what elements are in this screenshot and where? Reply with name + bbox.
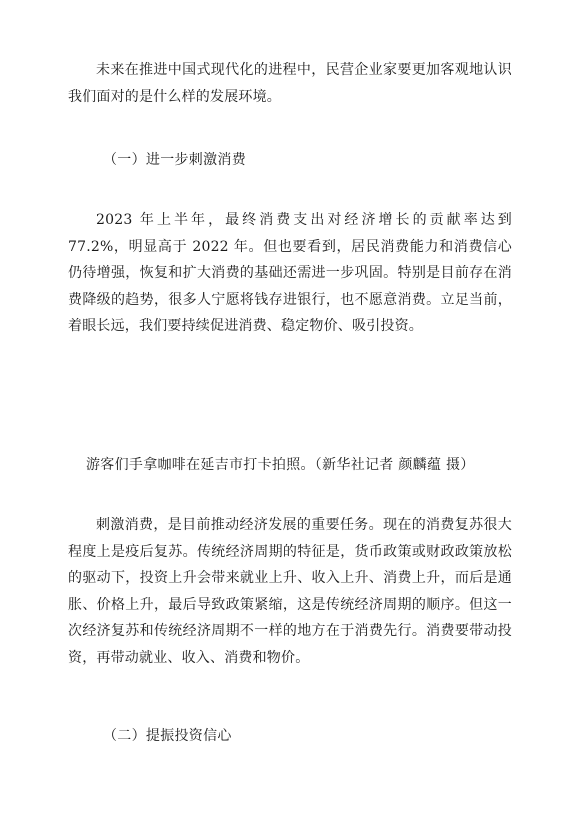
intro-paragraph: 未来在推进中国式现代化的进程中，民营企业家要更加客观地认识我们面对的是什么样的发展环境。 bbox=[68, 62, 512, 105]
photo-caption: 游客们手拿咖啡在延吉市打卡拍照。（新华社记者 颜麟蕴 摄） bbox=[86, 457, 475, 473]
stimulus-paragraph: 刺激消费，是目前推动经济发展的重要任务。现在的消费复苏很大程度上是疫后复苏。传统经济周期的特征是，货币政策或财政政策放松的驱动下，投资上升会带来就业上升、收入上升、消费上升，而后是通胀、价格上升，最后导致政策紧缩，这是传统经济周期的顺序。但这一次经济复苏和传统经济周期不一样的地方在于消费先行。消费要带动投资，再带动就业、收入、消费和物价。 bbox=[68, 517, 512, 666]
section-heading-2: （二）提振投资信心 bbox=[103, 728, 232, 744]
consumption-paragraph: 2023 年上半年，最终消费支出对经济增长的贡献率达到 77.2%，明显高于 2022 年。但也要看到，居民消费能力和消费信心仍待增强，恢复和扩大消费的基础还需进一步巩固。特别是目前存在消费降级的趋势，很多人宁愿将钱存进银行，也不愿意消费。立足当前，着眼长远，我们要持续促进消费、稳定物价、吸引投资。 bbox=[68, 212, 512, 334]
section-heading-1: （一）进一步刺激消费 bbox=[103, 152, 246, 168]
